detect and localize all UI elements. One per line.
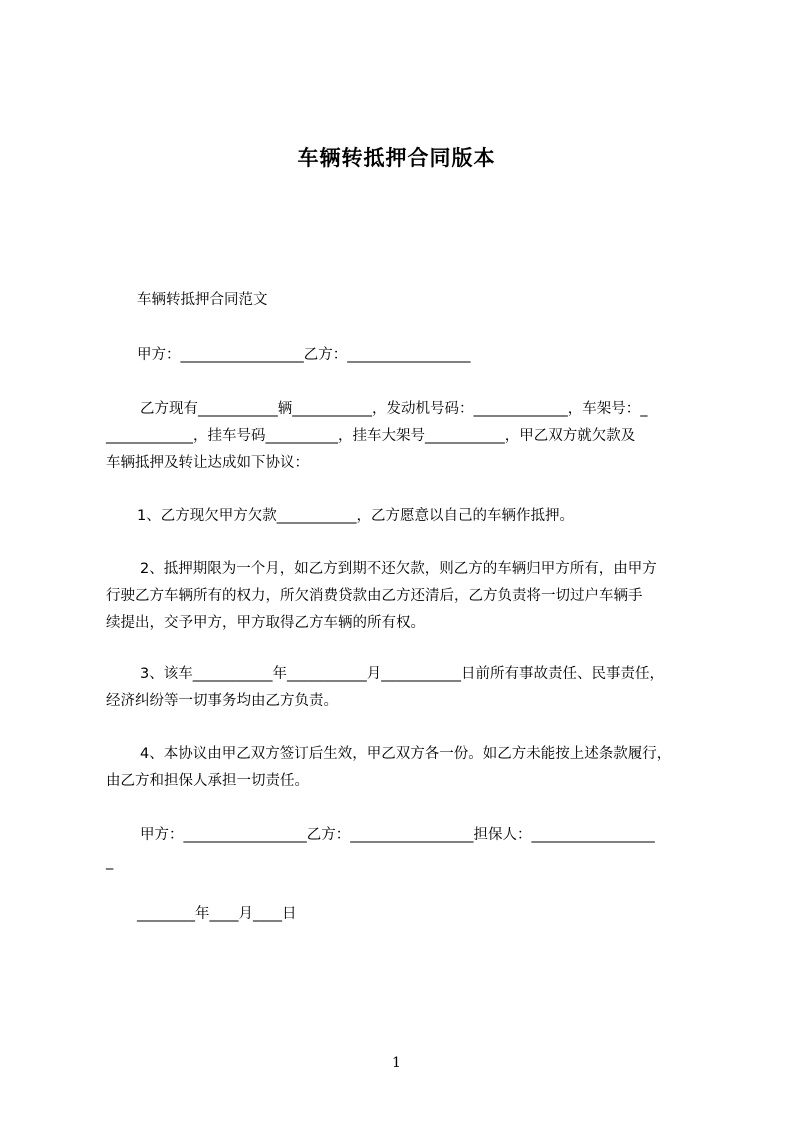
clause-2-line-2: 行驶乙方车辆所有的权力，所欠消费贷款由乙方还清后，乙方负责将一切过户车辆手 <box>106 588 643 604</box>
clause-3-line-2: 经济纠纷等一切事务均由乙方负责。 <box>106 693 338 709</box>
clause-3-line-1: 3、该车___________年___________月___________日前所有事故责任、民事责任， <box>140 666 664 682</box>
parties-line: 甲方：_________________乙方：_________________ <box>137 347 471 363</box>
clause-2-line-3: 续提出，交予甲方，甲方取得乙方车辆的所有权。 <box>106 615 425 631</box>
intro-line-3: 车辆抵押及转让达成如下协议： <box>106 455 309 471</box>
intro-line-2: ____________，挂车号码__________，挂车大架号___________，甲乙双方就欠款及 <box>106 428 636 444</box>
document-subtitle: 车辆转抵押合同范文 <box>137 292 268 308</box>
date-line: ________年____月____日 <box>137 906 297 922</box>
clause-2-line-1: 2、抵押期限为一个月，如乙方到期不还欠款，则乙方的车辆归甲方所有，由甲方 <box>140 561 657 577</box>
page-number: 1 <box>392 1055 401 1071</box>
clause-4-line-2: 由乙方和担保人承担一切责任。 <box>106 773 309 789</box>
signature-line-2: _ <box>106 854 114 870</box>
intro-line-1: 乙方现有___________辆___________，发动机号码：_____________，车架号：_ <box>140 401 648 417</box>
signature-line-1: 甲方：_________________乙方：_________________担保人：_________________ <box>140 827 655 843</box>
clause-4-line-1: 4、本协议由甲乙双方签订后生效，甲乙双方各一份。如乙方未能按上述条款履行， <box>140 746 672 762</box>
clause-1-line-1: 1、乙方现欠甲方欠款___________，乙方愿意以自己的车辆作抵押。 <box>137 508 574 524</box>
document-title: 车辆转抵押合同版本 <box>297 146 496 170</box>
